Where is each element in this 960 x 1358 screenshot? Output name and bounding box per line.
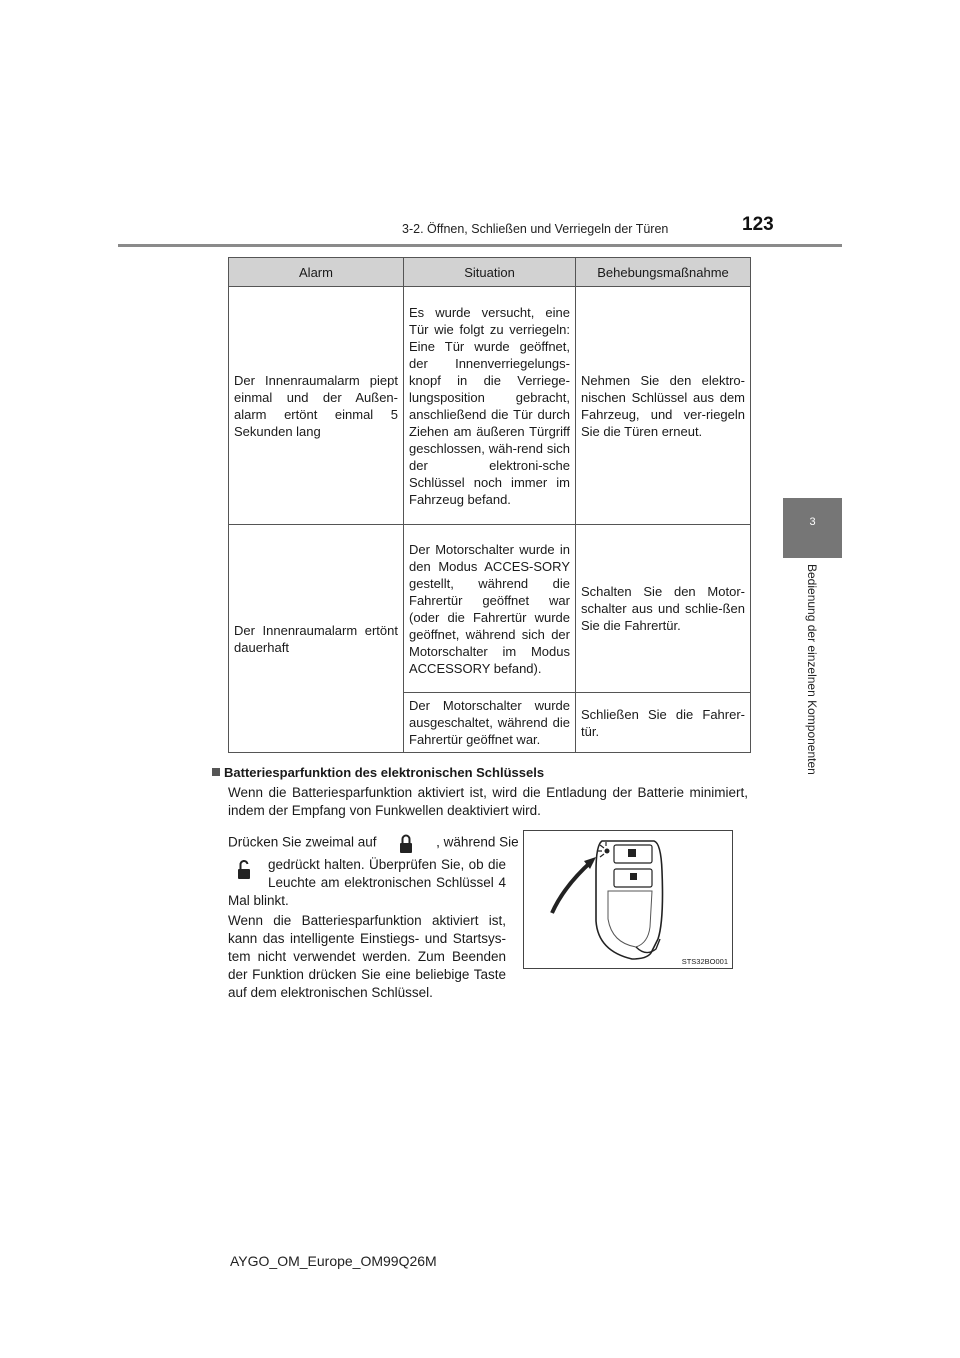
header-alarm: Alarm [229, 258, 404, 287]
situation-cell: Der Motorschalter wurde ausgeschaltet, während die Fahrertür geöffnet war. [404, 693, 576, 753]
electronic-key-illustration [524, 831, 732, 968]
note-paragraph: Wenn die Batteriesparfunktion aktiviert ist, kann das intelligente Einstiegs- und Startsys-tem nicht verwendet werden. Zum Beenden der Funktion drücken Sie eine beliebige Taste auf dem elektronischen Schlüssel. [228, 913, 506, 1000]
alarm-table [228, 257, 751, 753]
unlock-button-icon [228, 856, 258, 882]
section-heading: Batteriesparfunktion des elektronischen Schlüssels [212, 765, 544, 780]
chapter-label: Bedienung der einzelnen Komponenten [805, 564, 819, 775]
header-situation: Situation [404, 258, 576, 287]
chapter-tab [783, 498, 842, 558]
section-title: 3-2. Öffnen, Schließen und Verriegeln der Türen [402, 222, 669, 236]
situation-cell: Es wurde versucht, eine Tür wie folgt zu verriegeln: Eine Tür wurde geöffnet, der Innenverriegelungs-knopf in die Verriege-lungsposition gebracht, anschließend die Tür durch Ziehen am äußeren Türgriff geschlossen, wäh-rend sich der elektroni-sche Schlüssel noch immer im Fahrzeug befand. [404, 287, 576, 525]
step-line-1: Drücken Sie zweimal auf , während Sie [228, 830, 520, 856]
table-row [229, 525, 751, 693]
chapter-number: 3 [809, 516, 816, 528]
header-rule [118, 244, 842, 247]
remedy-cell: Nehmen Sie den elektro-nischen Schlüssel aus dem Fahrzeug, und ver-riegeln Sie die Türen erneut. [576, 287, 751, 525]
remedy-cell: Schließen Sie die Fahrer-tür. [576, 693, 751, 753]
lock-button-icon [390, 830, 420, 856]
table-row [229, 287, 751, 525]
intro-paragraph: Wenn die Batteriesparfunktion aktiviert ist, wird die Entladung der Batterie minimiert, indem der Empfang von Funkwellen deaktiviert wird. [228, 785, 748, 818]
key-figure [523, 830, 733, 969]
figure-code: STS32BO001 [681, 957, 728, 966]
document-id: AYGO_OM_Europe_OM99Q26M [230, 1253, 437, 1269]
bullet-square-icon [212, 768, 220, 776]
remedy-cell: Schalten Sie den Motor-schalter aus und schlie-ßen Sie die Fahrertür. [576, 525, 751, 693]
header-remedy: Behebungsmaßnahme [576, 258, 751, 287]
alarm-cell: Der Innenraumalarm piept einmal und der Außen-alarm ertönt einmal 5 Sekunden lang [229, 287, 404, 525]
step-line-2: gedrückt halten. Überprüfen Sie, ob die Leuchte am elektronischen Schlüssel 4 Mal blinkt. [228, 857, 506, 908]
table-header-row [229, 258, 751, 287]
situation-cell: Der Motorschalter wurde in den Modus ACCES-SORY gestellt, während die Fahrertür geöffnet war (oder die Fahrertür wurde geöffnet, während sich der Motorschalter im Modus ACCESSORY befand). [404, 525, 576, 693]
alarm-cell: Der Innenraumalarm ertönt dauerhaft [229, 525, 404, 753]
page-number: 123 [742, 214, 774, 235]
